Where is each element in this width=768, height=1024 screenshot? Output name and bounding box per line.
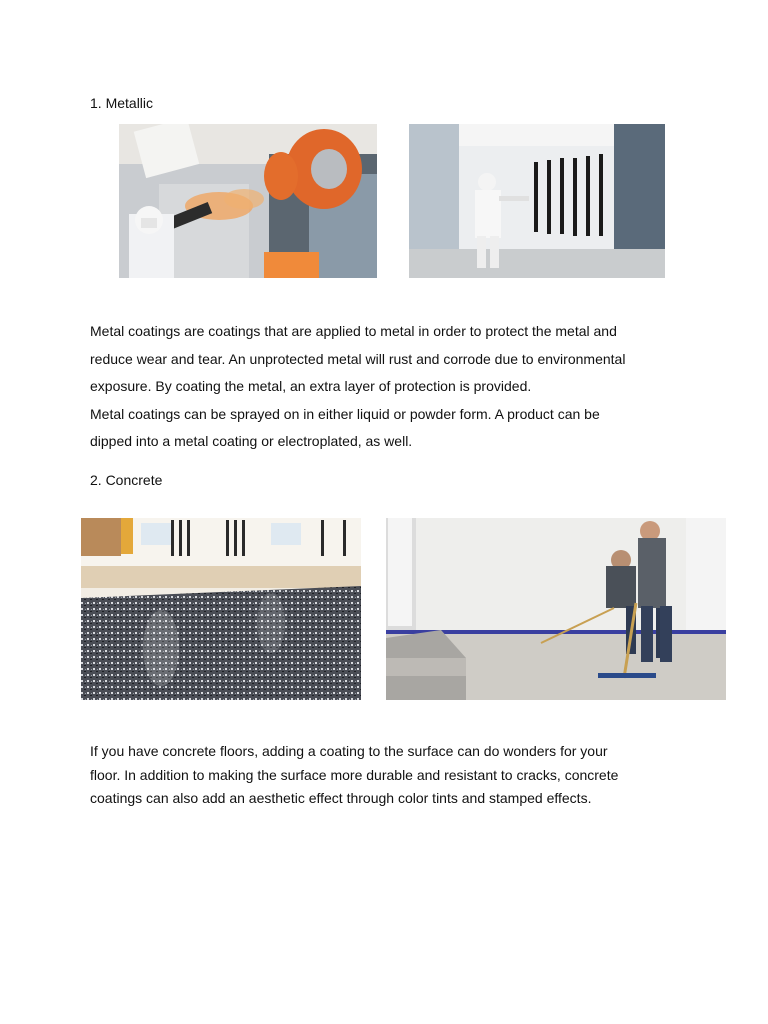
paragraph-line: Metal coatings can be sprayed on in either liquid or powder form. A product can be	[90, 405, 600, 422]
paragraph-line: coatings can also add an aesthetic effect through color tints and stamped effects.	[90, 790, 592, 806]
photo-garage-floor	[81, 518, 361, 700]
section-paragraph-concrete	[90, 740, 700, 811]
paragraph-line: dipped into a metal coating or electroplated, as well.	[90, 433, 413, 449]
section-heading-concrete: 2. Concrete	[90, 472, 163, 488]
photo-spray-booth	[409, 124, 665, 278]
paragraph-line: reduce wear and tear. An unprotected metal will rust and corrode due to environmental	[90, 350, 626, 367]
section-paragraph-metallic	[90, 318, 700, 456]
photo-workers-coating-floor	[386, 518, 726, 700]
paragraph-line: exposure. By coating the metal, an extra layer of protection is provided.	[90, 378, 532, 394]
paragraph-line: If you have concrete floors, adding a coating to the surface can do wonders for your	[90, 743, 608, 759]
section-heading-metallic: 1. Metallic	[90, 95, 154, 111]
photo-orange-powder-coating	[119, 124, 377, 278]
paragraph-line: floor. In addition to making the surface more durable and resistant to cracks, concrete	[90, 766, 619, 783]
paragraph-line: Metal coatings are coatings that are applied to metal in order to protect the metal and	[90, 323, 617, 339]
